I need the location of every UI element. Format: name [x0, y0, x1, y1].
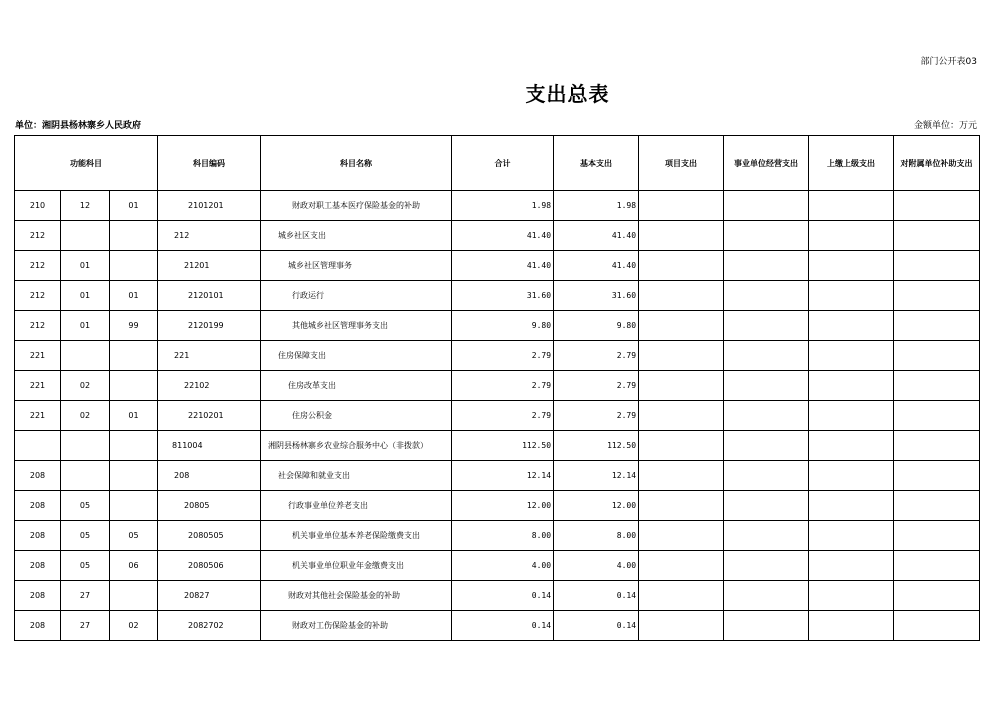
project-cell	[639, 581, 724, 611]
subsidy-cell	[894, 371, 980, 401]
table-row	[15, 461, 980, 491]
upper-cell	[809, 221, 894, 251]
func-item-cell: 02	[61, 371, 110, 401]
project-cell	[639, 461, 724, 491]
business-cell	[724, 281, 809, 311]
name-cell: 机关事业单位职业年金缴费支出	[261, 551, 452, 581]
basic-cell: 112.50	[554, 431, 639, 461]
upper-cell	[809, 431, 894, 461]
subsidy-cell	[894, 551, 980, 581]
business-cell	[724, 431, 809, 461]
code-cell: 20827	[158, 581, 261, 611]
total-cell: 2.79	[452, 371, 554, 401]
subsidy-cell	[894, 251, 980, 281]
subsidy-cell	[894, 221, 980, 251]
func-class-cell: 221	[15, 401, 61, 431]
project-cell	[639, 401, 724, 431]
upper-cell	[809, 341, 894, 371]
upper-cell	[809, 491, 894, 521]
header-basic: 基本支出	[554, 136, 639, 191]
basic-cell: 2.79	[554, 341, 639, 371]
table-row	[15, 491, 980, 521]
upper-cell	[809, 251, 894, 281]
project-cell	[639, 341, 724, 371]
table-row	[15, 431, 980, 461]
func-subitem-cell	[110, 341, 158, 371]
header-subsidy: 对附属单位补助支出	[894, 136, 980, 191]
total-cell: 1.98	[452, 191, 554, 221]
code-cell: 212	[158, 221, 261, 251]
header-name: 科目名称	[261, 136, 452, 191]
basic-cell: 0.14	[554, 611, 639, 641]
func-class-cell	[15, 431, 61, 461]
business-cell	[724, 311, 809, 341]
func-item-cell: 05	[61, 521, 110, 551]
upper-cell	[809, 581, 894, 611]
subsidy-cell	[894, 191, 980, 221]
code-cell: 21201	[158, 251, 261, 281]
business-cell	[724, 581, 809, 611]
code-cell: 2080505	[158, 521, 261, 551]
upper-cell	[809, 461, 894, 491]
unit-label: 单位：湘阴县杨林寨乡人民政府	[15, 121, 142, 131]
func-item-cell: 05	[61, 551, 110, 581]
total-cell: 9.80	[452, 311, 554, 341]
func-item-cell	[61, 431, 110, 461]
header-code: 科目编码	[158, 136, 261, 191]
name-cell: 财政对职工基本医疗保险基金的补助	[261, 191, 452, 221]
func-item-cell	[61, 221, 110, 251]
total-cell: 8.00	[452, 521, 554, 551]
code-cell: 2080506	[158, 551, 261, 581]
func-subitem-cell: 99	[110, 311, 158, 341]
name-cell: 社会保障和就业支出	[261, 461, 452, 491]
upper-cell	[809, 371, 894, 401]
total-cell: 41.40	[452, 221, 554, 251]
func-item-cell: 01	[61, 281, 110, 311]
basic-cell: 2.79	[554, 401, 639, 431]
total-cell: 31.60	[452, 281, 554, 311]
header-upper: 上缴上级支出	[809, 136, 894, 191]
table-row	[15, 581, 980, 611]
table-row	[15, 551, 980, 581]
name-cell: 行政运行	[261, 281, 452, 311]
func-class-cell: 212	[15, 311, 61, 341]
name-cell: 湘阴县杨林寨乡农业综合服务中心（非拨款）	[261, 431, 452, 461]
amount-unit-label: 金额单位：万元	[913, 121, 977, 131]
func-subitem-cell	[110, 371, 158, 401]
business-cell	[724, 551, 809, 581]
business-cell	[724, 401, 809, 431]
total-cell: 41.40	[452, 251, 554, 281]
header-total: 合计	[452, 136, 554, 191]
table-row	[15, 191, 980, 221]
project-cell	[639, 431, 724, 461]
basic-cell: 12.00	[554, 491, 639, 521]
business-cell	[724, 221, 809, 251]
func-subitem-cell: 06	[110, 551, 158, 581]
func-subitem-cell	[110, 581, 158, 611]
total-cell: 0.14	[452, 581, 554, 611]
func-item-cell: 01	[61, 311, 110, 341]
project-cell	[639, 251, 724, 281]
func-subitem-cell: 01	[110, 191, 158, 221]
business-cell	[724, 251, 809, 281]
basic-cell: 1.98	[554, 191, 639, 221]
table-row	[15, 281, 980, 311]
basic-cell: 4.00	[554, 551, 639, 581]
subsidy-cell	[894, 431, 980, 461]
business-cell	[724, 461, 809, 491]
name-cell: 住房保障支出	[261, 341, 452, 371]
total-cell: 2.79	[452, 341, 554, 371]
total-cell: 12.00	[452, 491, 554, 521]
name-cell: 城乡社区支出	[261, 221, 452, 251]
name-cell: 机关事业单位基本养老保险缴费支出	[261, 521, 452, 551]
func-subitem-cell	[110, 461, 158, 491]
upper-cell	[809, 551, 894, 581]
header-business: 事业单位经营支出	[724, 136, 809, 191]
code-cell: 2120199	[158, 311, 261, 341]
upper-cell	[809, 311, 894, 341]
business-cell	[724, 341, 809, 371]
func-class-cell: 210	[15, 191, 61, 221]
subsidy-cell	[894, 581, 980, 611]
code-cell: 2082702	[158, 611, 261, 641]
table-row	[15, 341, 980, 371]
upper-cell	[809, 521, 894, 551]
business-cell	[724, 611, 809, 641]
table-row	[15, 611, 980, 641]
basic-cell: 2.79	[554, 371, 639, 401]
func-subitem-cell	[110, 431, 158, 461]
project-cell	[639, 191, 724, 221]
func-item-cell: 12	[61, 191, 110, 221]
project-cell	[639, 371, 724, 401]
upper-cell	[809, 401, 894, 431]
total-cell: 4.00	[452, 551, 554, 581]
table-row	[15, 401, 980, 431]
name-cell: 行政事业单位养老支出	[261, 491, 452, 521]
name-cell: 财政对其他社会保险基金的补助	[261, 581, 452, 611]
code-cell: 2120101	[158, 281, 261, 311]
table-row	[15, 371, 980, 401]
basic-cell: 8.00	[554, 521, 639, 551]
func-subitem-cell: 02	[110, 611, 158, 641]
business-cell	[724, 371, 809, 401]
func-item-cell	[61, 461, 110, 491]
func-class-cell: 208	[15, 461, 61, 491]
func-class-cell: 221	[15, 341, 61, 371]
code-cell: 221	[158, 341, 261, 371]
business-cell	[724, 191, 809, 221]
func-item-cell: 27	[61, 611, 110, 641]
table-row	[15, 221, 980, 251]
func-class-cell: 212	[15, 221, 61, 251]
func-item-cell: 01	[61, 251, 110, 281]
business-cell	[724, 521, 809, 551]
project-cell	[639, 611, 724, 641]
table-row	[15, 251, 980, 281]
func-item-cell: 02	[61, 401, 110, 431]
func-item-cell: 05	[61, 491, 110, 521]
upper-cell	[809, 281, 894, 311]
func-subitem-cell	[110, 491, 158, 521]
project-cell	[639, 491, 724, 521]
table-row	[15, 521, 980, 551]
subsidy-cell	[894, 341, 980, 371]
header-project: 项目支出	[639, 136, 724, 191]
project-cell	[639, 281, 724, 311]
code-cell: 2101201	[158, 191, 261, 221]
func-class-cell: 212	[15, 251, 61, 281]
total-cell: 112.50	[452, 431, 554, 461]
func-class-cell: 208	[15, 611, 61, 641]
project-cell	[639, 551, 724, 581]
total-cell: 2.79	[452, 401, 554, 431]
basic-cell: 12.14	[554, 461, 639, 491]
expenditure-table	[14, 135, 980, 641]
subsidy-cell	[894, 461, 980, 491]
subsidy-cell	[894, 281, 980, 311]
project-cell	[639, 311, 724, 341]
upper-cell	[809, 191, 894, 221]
subsidy-cell	[894, 611, 980, 641]
subsidy-cell	[894, 521, 980, 551]
business-cell	[724, 491, 809, 521]
func-class-cell: 212	[15, 281, 61, 311]
upper-cell	[809, 611, 894, 641]
func-class-cell: 208	[15, 521, 61, 551]
func-subitem-cell: 05	[110, 521, 158, 551]
name-cell: 其他城乡社区管理事务支出	[261, 311, 452, 341]
basic-cell: 31.60	[554, 281, 639, 311]
name-cell: 住房公积金	[261, 401, 452, 431]
total-cell: 0.14	[452, 611, 554, 641]
basic-cell: 9.80	[554, 311, 639, 341]
func-class-cell: 208	[15, 491, 61, 521]
func-subitem-cell: 01	[110, 281, 158, 311]
code-cell: 811004	[158, 431, 261, 461]
document-code: 部门公开表03	[920, 57, 977, 67]
subsidy-cell	[894, 311, 980, 341]
func-subitem-cell	[110, 251, 158, 281]
basic-cell: 41.40	[554, 221, 639, 251]
subsidy-cell	[894, 401, 980, 431]
func-subitem-cell: 01	[110, 401, 158, 431]
func-class-cell: 208	[15, 551, 61, 581]
name-cell: 城乡社区管理事务	[261, 251, 452, 281]
total-cell: 12.14	[452, 461, 554, 491]
code-cell: 208	[158, 461, 261, 491]
basic-cell: 0.14	[554, 581, 639, 611]
page-title: 支出总表	[525, 82, 610, 106]
func-subitem-cell	[110, 221, 158, 251]
code-cell: 22102	[158, 371, 261, 401]
code-cell: 20805	[158, 491, 261, 521]
func-class-cell: 221	[15, 371, 61, 401]
table-row	[15, 311, 980, 341]
func-class-cell: 208	[15, 581, 61, 611]
table-header-row	[15, 136, 980, 191]
name-cell: 财政对工伤保险基金的补助	[261, 611, 452, 641]
subsidy-cell	[894, 491, 980, 521]
project-cell	[639, 521, 724, 551]
name-cell: 住房改革支出	[261, 371, 452, 401]
func-item-cell	[61, 341, 110, 371]
func-item-cell: 27	[61, 581, 110, 611]
basic-cell: 41.40	[554, 251, 639, 281]
code-cell: 2210201	[158, 401, 261, 431]
project-cell	[639, 221, 724, 251]
header-func: 功能科目	[15, 136, 158, 191]
